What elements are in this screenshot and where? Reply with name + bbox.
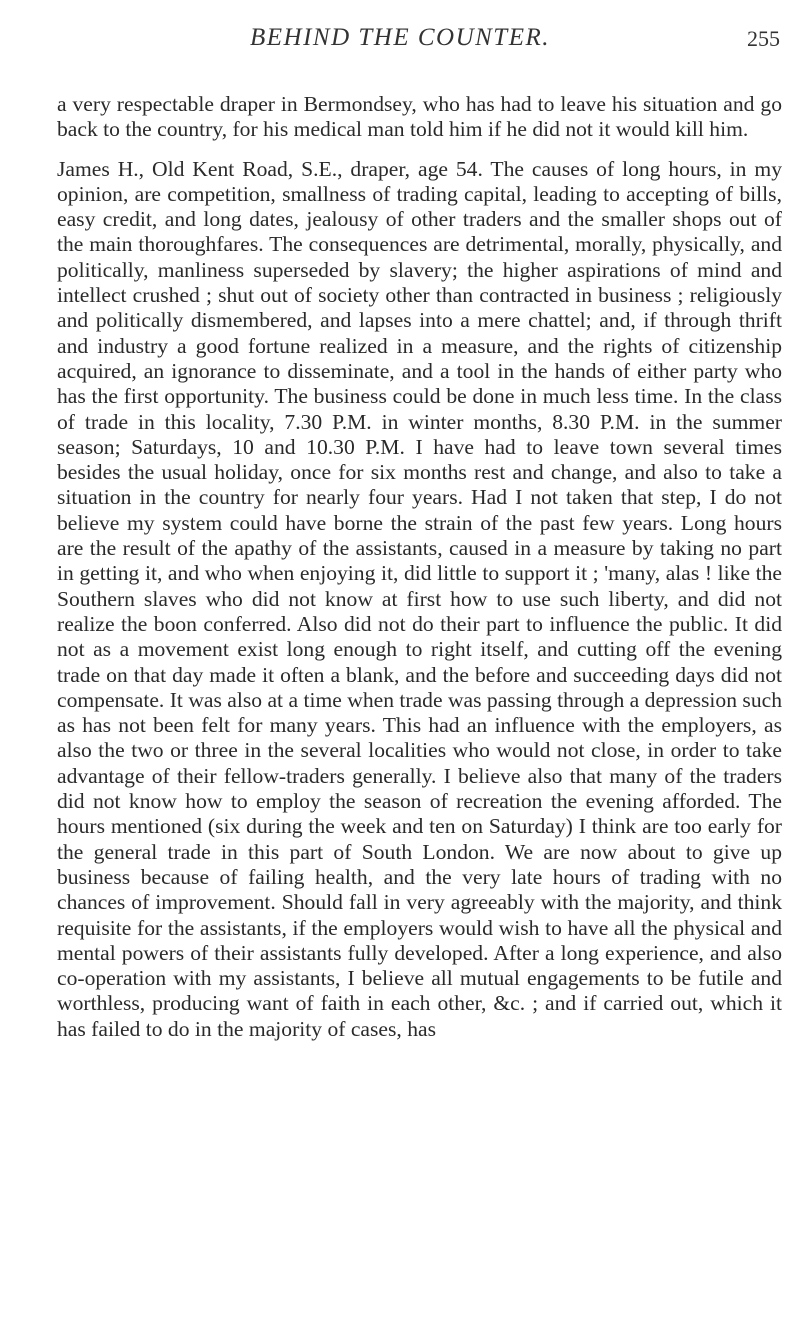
running-title: BEHIND THE COUNTER. <box>249 24 551 51</box>
body-text <box>57 92 782 1042</box>
paragraph-continuation: a very respectable draper in Bermondsey, who has had to leave his situation and go back to the country, for his medical man told him if he did not it would kill him. <box>57 92 782 142</box>
page-number: 255 <box>747 26 780 51</box>
page-header <box>0 22 800 62</box>
paragraph-james-h: James H., Old Kent Road, S.E., draper, age 54. The causes of long hours, in my opinion, are competition, smallness of trading capital, leading to accepting of bills, easy credit, and long dates, jealousy of other traders and the smaller shops out of the main thoroughfares. The consequences are detrimental, morally, physically, and politically, manliness superseded by slavery; the higher aspirations of mind and intellect crushed ; shut out of society other than contracted in business ; religiously and politically dismembered, and lapses into a mere chattel; and, if through thrift and industry a good fortune realized in a measure, and the rights of citizenship acquired, an ignorance to disseminate, and a tool in the hands of either party who has the first opportunity. The business could be done in much less time. In the class of trade in this locality, 7.30 P.M. in winter months, 8.30 P.M. in the summer season; Saturdays, 10 and 10.30 P.M. I have had to leave town several times besides the usual holiday, once for six months rest and change, and also to take a situation in the country for nearly four years. Had I not taken that step, I do not believe my system could have borne the strain of the past few years. Long hours are the result of the apathy of the assistants, caused in a measure by taking no part in getting it, and who when enjoying it, did little to support it ; 'many, alas ! like the Southern slaves who did not know at first how to use such liberty, and did not realize the boon conferred. Also did not do their part to influence the public. It did not as a movement exist long enough to right itself, and cutting off the evening trade on that day made it often a blank, and the before and succeeding days did not compensate. It was also at a time when trade was passing through a depression such as has not been felt for many years. This had an influence with the employers, as also the two or three in the several localities who would not close, in order to take advantage of their fellow-traders generally. I believe also that many of the traders did not know how to employ the season of recreation the evening afforded. The hours mentioned (six during the week and ten on Saturday) I think are too early for the general trade in this part of South London. We are now about to give up business because of failing health, and the very late hours of trading with no chances of improvement. Should fall in very agreeably with the majority, and think requisite for the assistants, if the employers would wish to have all the physical and mental powers of their assistants fully developed. After a long experience, and also co-operation with my assistants, I believe all mutual engagements to be futile and worthless, producing want of faith in each other, &c. ; and if carried out, which it has failed to do in the majority of cases, has <box>57 156 782 1041</box>
